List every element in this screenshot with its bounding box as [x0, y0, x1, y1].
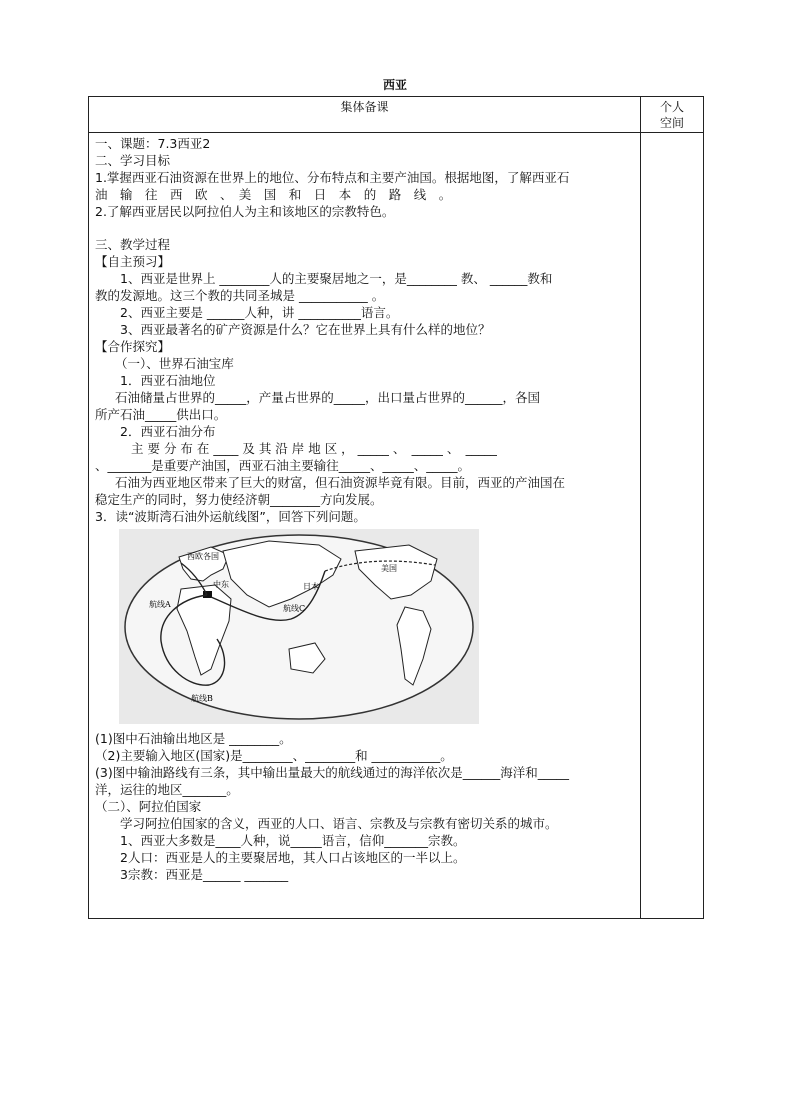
line-preview-q3: 3、西亚最著名的矿产资源是什么？它在世界上具有什么样的地位？ [120, 322, 491, 337]
line-objective-1b: 油 输 往 西 欧 、 美 国 和 日 本 的 路 线 。 [95, 187, 452, 202]
page-title: 西亚 [382, 78, 407, 92]
line-preview-heading: 【自主预习】 [95, 254, 171, 269]
line-objective-2: 2.了解西亚居民以阿拉伯人为主和该地区的宗教特色。 [95, 204, 395, 219]
line-section-1: （一）、世界石油宝库 [115, 356, 234, 371]
map-label-west-europe: 西欧各国 [187, 552, 219, 561]
line-q3a: (3)图中输油路线有三条，其中输出量最大的航线通过的海洋依次是______海洋和_____ [95, 765, 569, 780]
line-cooperate-heading: 【合作探究】 [95, 339, 171, 354]
header-personal-space [641, 97, 704, 133]
lesson-table [88, 96, 704, 919]
map-label-japan: 日本 [303, 582, 319, 591]
line-oil-status-b: 所产石油_____供出口。 [95, 407, 227, 422]
line-arab-q1: 1、西亚大多数是____人种，说_____语言，信仰_______宗教。 [120, 833, 466, 848]
line-q2: （2)主要输入地区(国家)是________、________和 ___________。 [95, 748, 453, 763]
map-label-route-a: 航线A [149, 600, 171, 609]
line-map-question: 3．读“波斯湾石油外运航线图”，回答下列问题。 [95, 509, 366, 524]
line-process-heading: 三、教学过程 [95, 237, 171, 252]
line-oil-wealth-a: 石油为西亚地区带来了巨大的财富，但石油资源毕竟有限。目前，西亚的产油国在 [115, 475, 566, 490]
line-topic: 一、课题：7.3西亚2 [95, 136, 211, 151]
line-oil-status-heading: 1．西亚石油地位 [120, 373, 216, 388]
line-oil-status-a: 石油储量占世界的_____，产量占世界的_____，出口量占世界的______，各国 [115, 390, 541, 405]
line-arab-religion: 3宗教：西亚是______ _______ [120, 867, 289, 882]
map-label-route-b: 航线B [191, 694, 213, 703]
line-oil-dist-b: 、_______是重要产油国，西亚石油主要输往_____、_____、_____。 [95, 458, 471, 473]
line-objectives-heading: 二、学习目标 [95, 153, 171, 168]
spacer [95, 220, 635, 236]
line-oil-wealth-b: 稳定生产的同时，努力使经济朝________方向发展。 [95, 492, 383, 507]
personal-space-cell [641, 133, 704, 919]
line-oil-dist-heading: 2．西亚石油分布 [120, 424, 216, 439]
oil-route-map [119, 529, 479, 724]
line-arab-intro: 学习阿拉伯国家的含义，西亚的人口、语言、宗教及与宗教有密切关系的城市。 [120, 816, 558, 831]
map-label-route-c: 航线C [283, 604, 306, 613]
header-side-line2: 空间 [659, 116, 684, 130]
oil-route-map-svg [119, 529, 479, 724]
map-label-usa: 美国 [381, 564, 397, 573]
line-q3b: 洋，运往的地区_______。 [95, 782, 239, 797]
map-label-middle-east: 中东 [213, 580, 229, 589]
line-section-2: （二）、阿拉伯国家 [95, 799, 202, 814]
line-objective-1a: 1.掌握西亚石油资源在世界上的地位、分布特点和主要产油国。根据地图，了解西亚石 [95, 170, 570, 185]
line-preview-q1a: 1、西亚是世界上 ________人的主要聚居地之一，是________ 教、 ______教和 [120, 271, 553, 286]
line-oil-dist-a: 主 要 分 布 在 ____ 及 其 沿 岸 地 区 ， _____ 、 _____ 、 _____ [131, 441, 497, 456]
line-preview-q1b: 教的发源地。这三个教的共同圣城是 ___________ 。 [95, 288, 385, 303]
header-collective-prep: 集体备课 [89, 97, 641, 133]
lesson-content [89, 133, 641, 919]
header-side-line1: 个人 [659, 100, 684, 114]
line-arab-population: 2人口：西亚是人的主要聚居地，其人口占该地区的一半以上。 [120, 850, 466, 865]
line-q1: (1)图中石油输出地区是 ________。 [95, 731, 292, 746]
line-preview-q2: 2、西亚主要是 ______人种，讲 __________语言。 [120, 305, 399, 320]
